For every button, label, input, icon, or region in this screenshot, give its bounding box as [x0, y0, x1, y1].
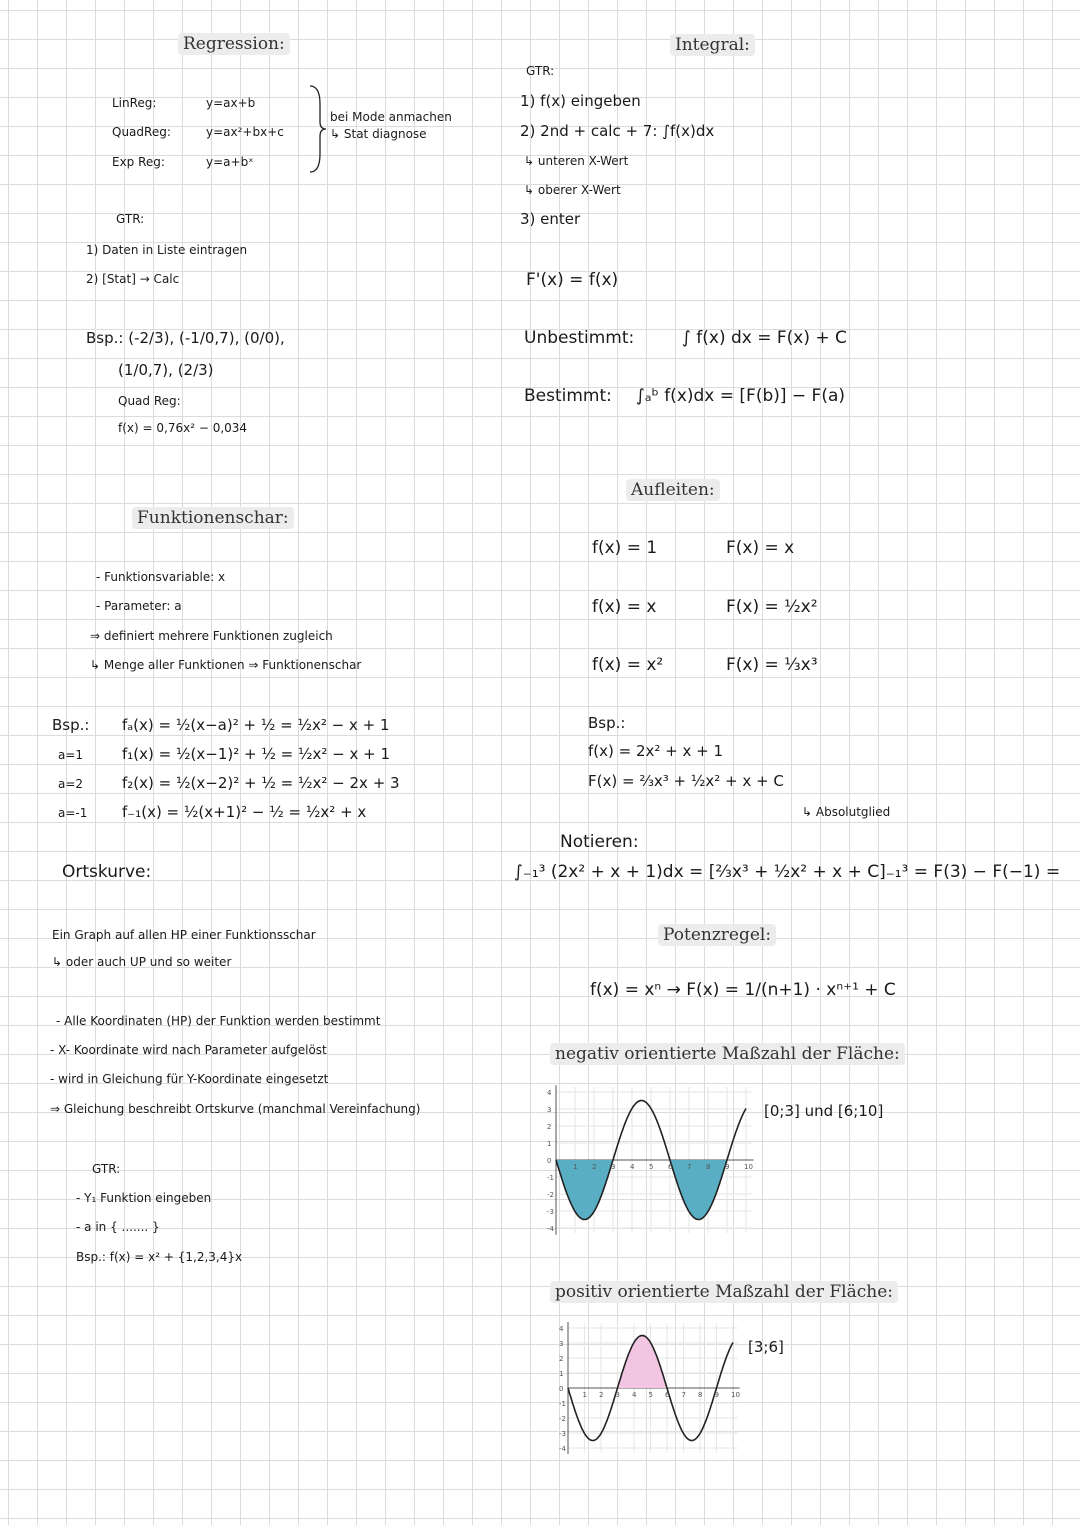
- regression-title: Regression:: [178, 33, 290, 55]
- aufleiten-bsp-F: F(x) = ⅔x³ + ½x² + x + C: [588, 772, 784, 790]
- y-tick-label: -2: [547, 1191, 554, 1199]
- y-tick-label: 3: [547, 1106, 552, 1114]
- integral-step-upper: ↳ oberer X-Wert: [524, 183, 621, 197]
- reg-formula-quad: y=ax²+bx+c: [206, 125, 284, 139]
- potenzregel-formula: f(x) = xⁿ → F(x) = 1/(n+1) · xⁿ⁺¹ + C: [590, 980, 896, 1000]
- funktionenschar-a-2: a=2: [58, 777, 84, 791]
- funktionenschar-bullet-1: - Funktionsvariable: x: [96, 570, 226, 584]
- y-tick-label: 4: [559, 1325, 564, 1333]
- funktionenschar-example-a2: f₂(x) = ½(x−2)² + ½ = ½x² − 2x + 3: [122, 774, 400, 792]
- aufleiten-bsp-f: f(x) = 2x² + x + 1: [588, 742, 724, 760]
- y-tick-label: 3: [559, 1340, 564, 1348]
- x-tick-label: 7: [687, 1163, 692, 1171]
- integral-gtr-label: GTR:: [526, 64, 555, 78]
- ortskurve-step-3: - wird in Gleichung für Y-Koordinate eingesetzt: [50, 1072, 329, 1086]
- x-tick-label: 8: [698, 1391, 703, 1399]
- x-tick-label: 10: [731, 1391, 740, 1399]
- ortskurve-gtr-step-1: - Y₁ Funktion eingeben: [76, 1191, 212, 1205]
- y-tick-label: 2: [559, 1355, 564, 1363]
- reg-type-quad: QuadReg:: [112, 125, 171, 139]
- x-tick-label: 8: [706, 1163, 711, 1171]
- integral-step-2: 2) 2nd + calc + 7: ∫f(x)dx: [520, 122, 715, 140]
- ortskurve-gtr-example: Bsp.: f(x) = x² + {1,2,3,4}x: [76, 1250, 243, 1264]
- x-tick-label: 7: [681, 1391, 686, 1399]
- regression-step-1: 1) Daten in Liste eintragen: [86, 243, 248, 257]
- aufleiten-absolutglied: ↳ Absolutglied: [802, 805, 891, 819]
- x-tick-label: 6: [665, 1391, 670, 1399]
- negative-area-graph: [540, 1080, 770, 1240]
- ortskurve-step-4: ⇒ Gleichung beschreibt Ortskurve (manchmal Vereinfachung): [50, 1102, 421, 1116]
- aufleiten-bsp-label: Bsp.:: [588, 714, 626, 732]
- integral-bestimmt-formula: ∫ₐᵇ f(x)dx = [F(b)] − F(a): [636, 386, 846, 406]
- aufleiten-F-3: F(x) = ⅓x³: [726, 655, 818, 675]
- reg-type-lin: LinReg:: [112, 96, 157, 110]
- positive-area-title: positiv orientierte Maßzahl der Fläche:: [550, 1281, 898, 1303]
- x-tick-label: 2: [599, 1391, 604, 1399]
- ortskurve-step-2: - X- Koordinate wird nach Parameter aufgelöst: [50, 1043, 327, 1057]
- integral-step-lower: ↳ unteren X-Wert: [524, 154, 629, 168]
- regression-example-points-1: Bsp.: (-2/3), (-1/0,7), (0/0),: [86, 329, 285, 347]
- regression-step-2: 2) [Stat] → Calc: [86, 272, 180, 286]
- x-tick-label: 1: [573, 1163, 578, 1171]
- y-tick-label: -1: [547, 1174, 554, 1182]
- integral-unbestimmt-formula: ∫ f(x) dx = F(x) + C: [682, 328, 847, 348]
- y-tick-label: 1: [559, 1370, 564, 1378]
- funktionenschar-title: Funktionenschar:: [132, 507, 294, 529]
- funktionenschar-bullet-4: ↳ Menge aller Funktionen ⇒ Funktionenschar: [90, 658, 362, 672]
- aufleiten-notieren-formula: ∫₋₁³ (2x² + x + 1)dx = [⅔x³ + ½x² + x + C]₋₁³ = F(3) − F(−1) =: [514, 862, 1061, 882]
- aufleiten-F-1: F(x) = x: [726, 538, 795, 558]
- y-tick-label: 4: [547, 1089, 552, 1097]
- integral-title: Integral:: [670, 34, 755, 56]
- x-tick-label: 9: [725, 1163, 730, 1171]
- funktionenschar-bullet-2: - Parameter: a: [96, 599, 182, 613]
- x-tick-label: 5: [648, 1391, 653, 1399]
- aufleiten-f-1: f(x) = 1: [592, 538, 658, 558]
- negative-area-intervals: [0;3] und [6;10]: [764, 1102, 884, 1120]
- y-tick-label: -3: [547, 1208, 554, 1216]
- aufleiten-title: Aufleiten:: [626, 479, 720, 501]
- y-tick-label: -2: [559, 1415, 566, 1423]
- reg-type-exp: Exp Reg:: [112, 155, 165, 169]
- reg-formula-exp: y=a+bˣ: [206, 155, 254, 169]
- y-tick-label: 1: [547, 1140, 552, 1148]
- integral-bestimmt-label: Bestimmt:: [524, 386, 612, 406]
- ortskurve-title: Ortskurve:: [62, 862, 152, 882]
- funktionenschar-a-minus1: a=-1: [58, 806, 88, 820]
- ortskurve-gtr-label: GTR:: [92, 1162, 121, 1176]
- aufleiten-f-2: f(x) = x: [592, 597, 657, 617]
- aufleiten-notieren-label: Notieren:: [560, 832, 639, 852]
- x-tick-label: 3: [611, 1163, 616, 1171]
- funktionenschar-a-1: a=1: [58, 748, 84, 762]
- reg-formula-lin: y=ax+b: [206, 96, 256, 110]
- regression-example-result: f(x) = 0,76x² − 0,034: [118, 421, 248, 435]
- y-tick-label: -4: [547, 1225, 554, 1233]
- aufleiten-f-3: f(x) = x²: [592, 655, 664, 675]
- y-tick-label: -3: [559, 1430, 566, 1438]
- x-tick-label: 1: [582, 1391, 587, 1399]
- x-tick-label: 4: [632, 1391, 637, 1399]
- funktionenschar-bsp-label: Bsp.:: [52, 716, 90, 734]
- x-tick-label: 4: [630, 1163, 635, 1171]
- funktionenschar-example-general: fₐ(x) = ½(x−a)² + ½ = ½x² − x + 1: [122, 716, 390, 734]
- integral-step-3: 3) enter: [520, 210, 581, 228]
- regression-gtr-label: GTR:: [116, 212, 145, 226]
- positive-area-graph: [550, 1318, 750, 1458]
- aufleiten-F-2: F(x) = ½x²: [726, 597, 818, 617]
- potenzregel-title: Potenzregel:: [658, 924, 776, 946]
- funktionenschar-bullet-3: ⇒ definiert mehrere Funktionen zugleich: [90, 629, 333, 643]
- x-tick-label: 2: [592, 1163, 597, 1171]
- x-tick-label: 3: [615, 1391, 620, 1399]
- positive-area-intervals: [3;6]: [748, 1338, 784, 1356]
- integral-unbestimmt-label: Unbestimmt:: [524, 328, 635, 348]
- y-tick-label: 0: [547, 1157, 552, 1165]
- regression-example-points-2: (1/0,7), (2/3): [118, 361, 214, 379]
- ortskurve-step-1: - Alle Koordinaten (HP) der Funktion werden bestimmt: [56, 1014, 381, 1028]
- y-tick-label: 0: [559, 1385, 564, 1393]
- y-tick-label: -4: [559, 1445, 566, 1453]
- x-tick-label: 6: [668, 1163, 673, 1171]
- regression-note-mode: bei Mode anmachen: [330, 110, 452, 124]
- regression-note-stat: ↳ Stat diagnose: [330, 127, 427, 141]
- ortskurve-definition-note: ↳ oder auch UP und so weiter: [52, 955, 232, 969]
- integral-step-1: 1) f(x) eingeben: [520, 92, 641, 110]
- x-tick-label: 9: [714, 1391, 719, 1399]
- integral-derivative-relation: F'(x) = f(x): [526, 270, 619, 290]
- ortskurve-definition: Ein Graph auf allen HP einer Funktionsschar: [52, 928, 316, 942]
- ortskurve-gtr-step-2: - a in { ....... }: [76, 1220, 160, 1234]
- funktionenschar-example-aminus1: f₋₁(x) = ½(x+1)² − ½ = ½x² + x: [122, 803, 367, 821]
- x-tick-label: 5: [649, 1163, 654, 1171]
- regression-example-quadreg: Quad Reg:: [118, 394, 181, 408]
- y-tick-label: -1: [559, 1400, 566, 1408]
- x-tick-label: 10: [744, 1163, 753, 1171]
- funktionenschar-example-a1: f₁(x) = ½(x−1)² + ½ = ½x² − x + 1: [122, 745, 391, 763]
- regression-brace-icon: [308, 84, 328, 174]
- y-tick-label: 2: [547, 1123, 552, 1131]
- negative-area-title: negativ orientierte Maßzahl der Fläche:: [550, 1043, 905, 1065]
